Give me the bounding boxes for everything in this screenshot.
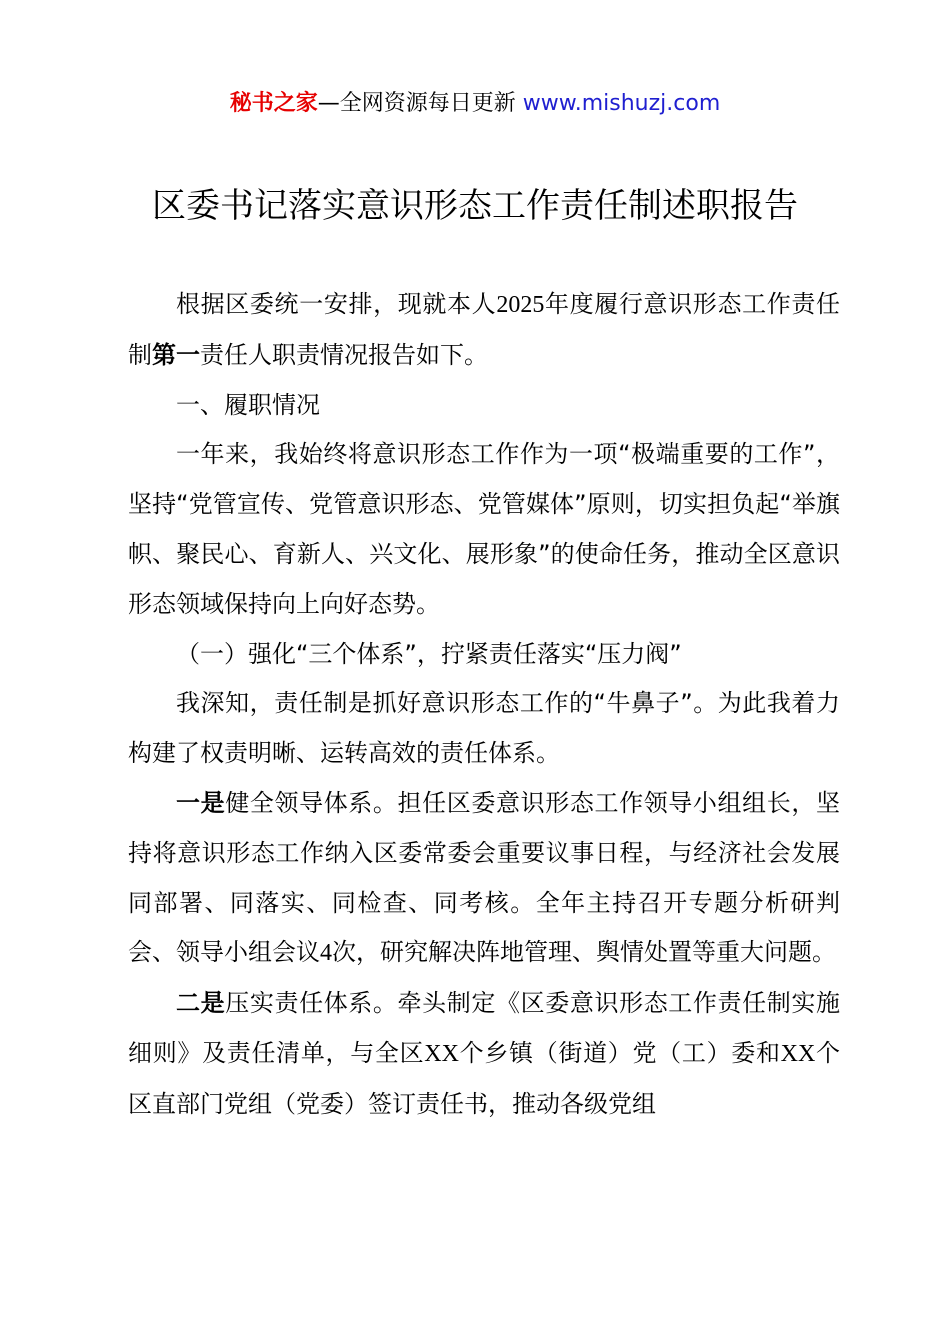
document-body xyxy=(128,280,840,1130)
site-header xyxy=(0,88,950,120)
leadership-paragraph xyxy=(128,779,840,979)
summary-paragraph: 一年来，我始终将意识形态工作作为一项“极端重要的工作”，坚持“党管宣传、党管意识形态、党管媒体”原则，切实担负起“举旗帜、聚民心、育新人、兴文化、展形象”的使命任务，推动全区意识形态领域保持向上向好态势。 xyxy=(128,440,840,618)
site-brand: 秘书之家 xyxy=(229,91,318,116)
site-url-link[interactable]: www.mishuzj.com xyxy=(522,91,721,116)
leadership-count: 4 xyxy=(320,940,332,967)
leadership-bold: 一是 xyxy=(176,788,226,817)
subsection-heading-1: （一）强化“三个体系”，拧紧责任落实“压力阀” xyxy=(176,639,682,668)
document-title: 区委书记落实意识形态工作责任制述职报告 xyxy=(152,186,798,226)
accountability-text-c: 个区直部门党组（党委）签订责任书，推动各级党组 xyxy=(128,1038,841,1118)
accountability-paragraph xyxy=(128,979,840,1129)
intro-bold: 第一 xyxy=(152,340,200,369)
intro-year: 2025 xyxy=(496,292,545,318)
intro-paragraph xyxy=(128,280,840,381)
intro-text-b: 年度履行意识形态工作责任制 xyxy=(128,290,841,369)
responsibility-paragraph: 我深知，责任制是抓好意识形态工作的“牛鼻子”。为此我着力构建了权责明晰、运转高效的责任体系。 xyxy=(128,689,840,768)
section-heading-1: 一、履职情况 xyxy=(176,390,320,419)
accountability-text-b: 个乡镇（街道）党（工）委和 xyxy=(458,1038,781,1067)
leadership-text-a: 健全领导体系。担任区委意识形态工作领导小组组长，坚持将意识形态工作纳入区委常委会重要议事日程，与经济社会发展同部署、同落实、同检查、同考核。全年主持召开专题分析研判会、领导小组会议 xyxy=(128,788,841,967)
intro-text-c: 责任人职责情况报告如下。 xyxy=(200,340,488,369)
site-tagline: —全网资源每日更新 xyxy=(317,91,523,116)
accountability-bold: 二是 xyxy=(176,989,226,1018)
accountability-text-a: 压实责任体系。牵头制定《区委意识形态工作责任制实施细则》及责任清单，与全区 xyxy=(128,989,841,1067)
accountability-count-1: XX xyxy=(424,1040,459,1067)
leadership-text-b: 次，研究解决阵地管理、舆情处置等重大问题。 xyxy=(332,938,836,967)
accountability-count-2: XX xyxy=(780,1040,816,1067)
intro-text-a: 根据区委统一安排，现就本人 xyxy=(176,290,497,318)
